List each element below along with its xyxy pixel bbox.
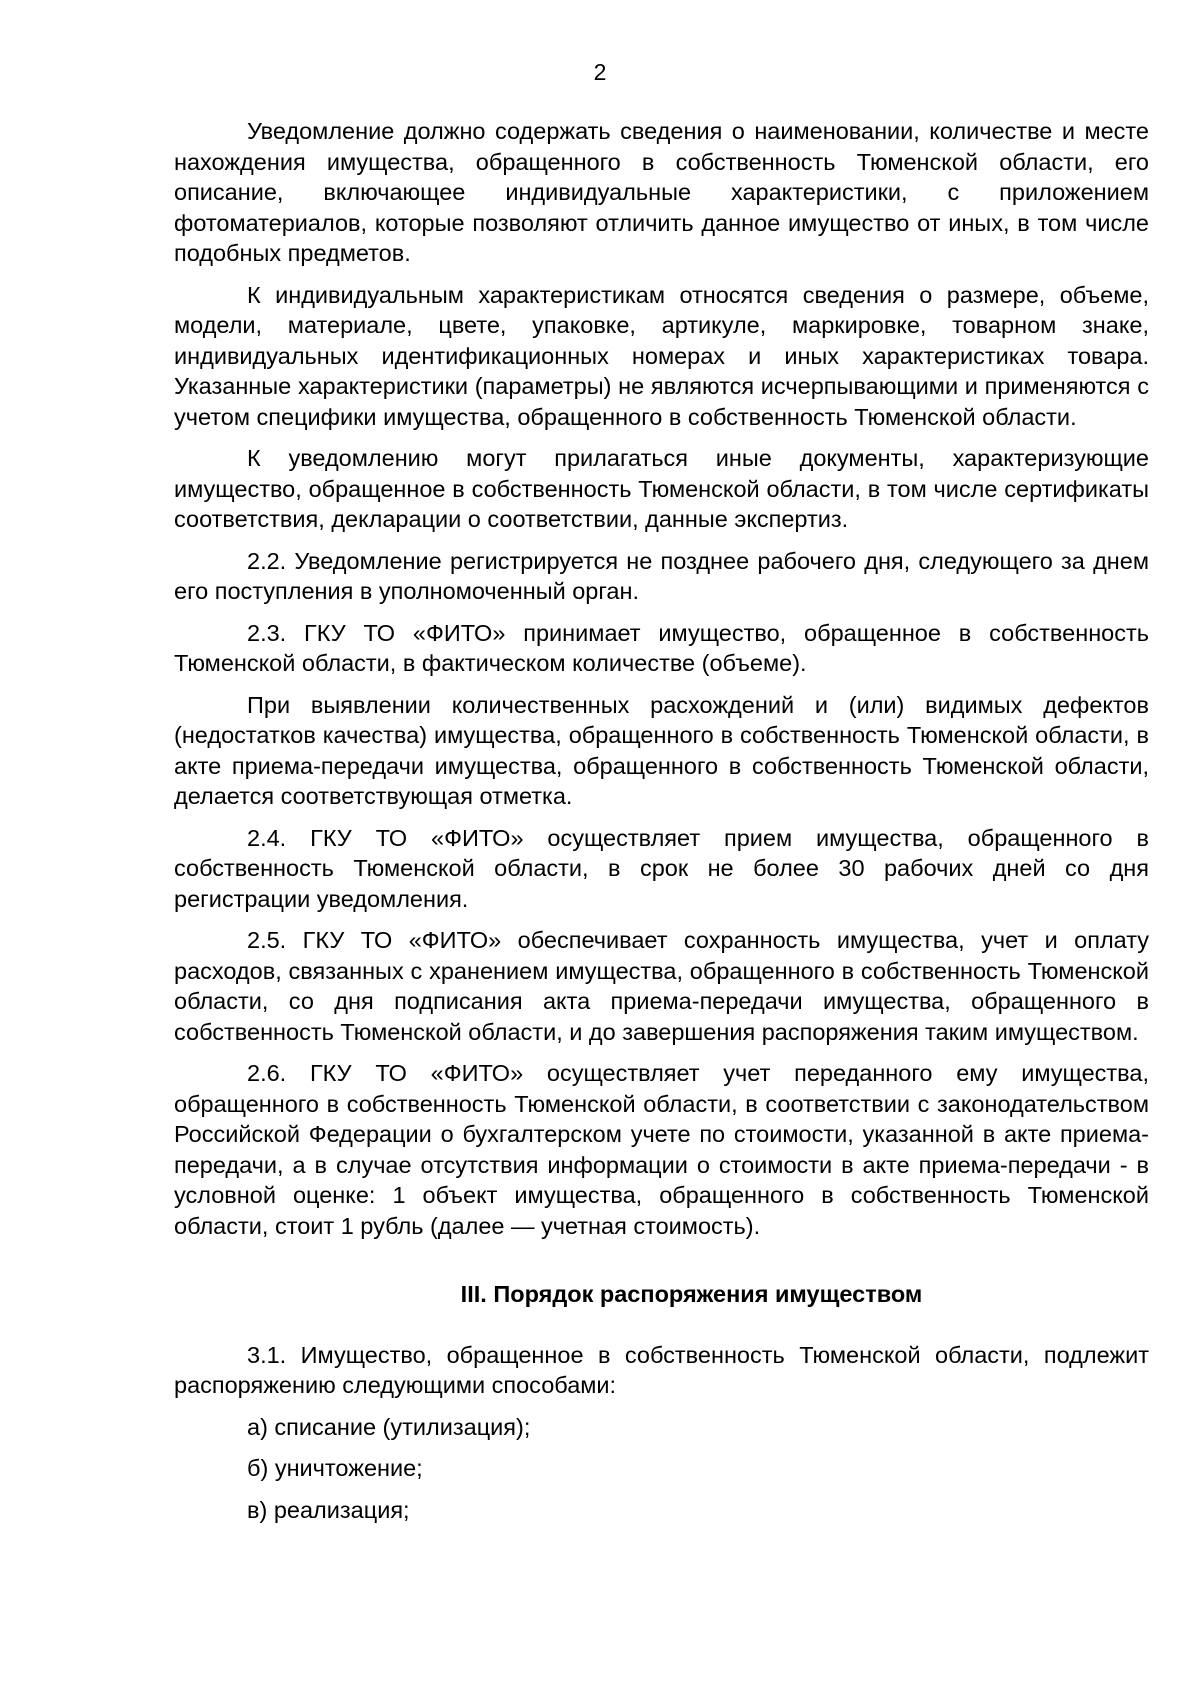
paragraph-2-3: 2.3. ГКУ ТО «ФИТО» принимает имущество, обращенное в собственность Тюменской области, в фактическом количестве (объеме). <box>174 619 1149 676</box>
document-body <box>174 116 1149 1536</box>
section-3-heading: III. Порядок распоряжения имуществом <box>460 1281 923 1307</box>
list-item-b: б) уничтожение; <box>247 1455 423 1481</box>
paragraph-individual-characteristics: К индивидуальным характеристикам относятся сведения о размере, объеме, модели, материале, цвете, упаковке, артикуле, маркировке, товарном знаке, индивидуальных идентификационных номерах и иных характеристиках товара. Указанные характеристики (параметры) не являются исчерпывающими и применяются с учетом специфики имущества, обращенного в собственность Тюменской области. <box>174 281 1149 430</box>
list-item-a: а) списание (утилизация); <box>247 1413 531 1440</box>
paragraph-3-1: 3.1. Имущество, обращенное в собственность Тюменской области, подлежит распоряжению следующими способами: <box>174 1341 1149 1398</box>
paragraph-notice-content: Уведомление должно содержать сведения о наименовании, количестве и месте нахождения имущества, обращенного в собственность Тюменской области, его описание, включающее индивидуальные характеристики, с приложением фотоматериалов, которые позволяют отличить данное имущество от иных, в том числе подобных предметов. <box>174 118 1149 266</box>
paragraph-attached-documents: К уведомлению могут прилагаться иные документы, характеризующие имущество, обращенное в собственность Тюменской области, в том числе сертификаты соответствия, декларации о соответствии, данные экспертиз. <box>174 445 1149 532</box>
paragraph-2-5: 2.5. ГКУ ТО «ФИТО» обеспечивает сохранность имущества, учет и оплату расходов, связанных с хранением имущества, обращенного в собственность Тюменской области, со дня подписания акта приема-передачи имущества, обращенного в собственность Тюменской области, и до завершения распоряжения таким имуществом. <box>174 927 1149 1045</box>
list-item-c: в) реализация; <box>247 1496 410 1523</box>
paragraph-2-2: 2.2. Уведомление регистрируется не позднее рабочего дня, следующего за днем его поступления в уполномоченный орган. <box>174 547 1149 604</box>
paragraph-2-6: 2.6. ГКУ ТО «ФИТО» осуществляет учет переданного ему имущества, обращенного в собственность Тюменской области, в соответствии с законодательством Российской Федерации о бухгалтерском учете по стоимости, указанной в акте приема-передачи, а в случае отсутствия информации о стоимости в акте приема-передачи - в условной оценке: 1 объект имущества, обращенного в собственность Тюменской области, стоит 1 рубль (далее — учетная стоимость). <box>174 1060 1149 1239</box>
paragraph-2-4: 2.4. ГКУ ТО «ФИТО» осуществляет прием имущества, обращенного в собственность Тюменской области, в срок не более 30 рабочих дней со дня регистрации уведомления. <box>174 824 1149 912</box>
paragraph-discrepancies: При выявлении количественных расхождений и (или) видимых дефектов (недостатков качества) имущества, обращенного в собственность Тюменской области, в акте приема-передачи имущества, обращенного в собственность Тюменской области, делается соответствующая отметка. <box>174 691 1149 809</box>
page-number: 2 <box>593 59 607 85</box>
